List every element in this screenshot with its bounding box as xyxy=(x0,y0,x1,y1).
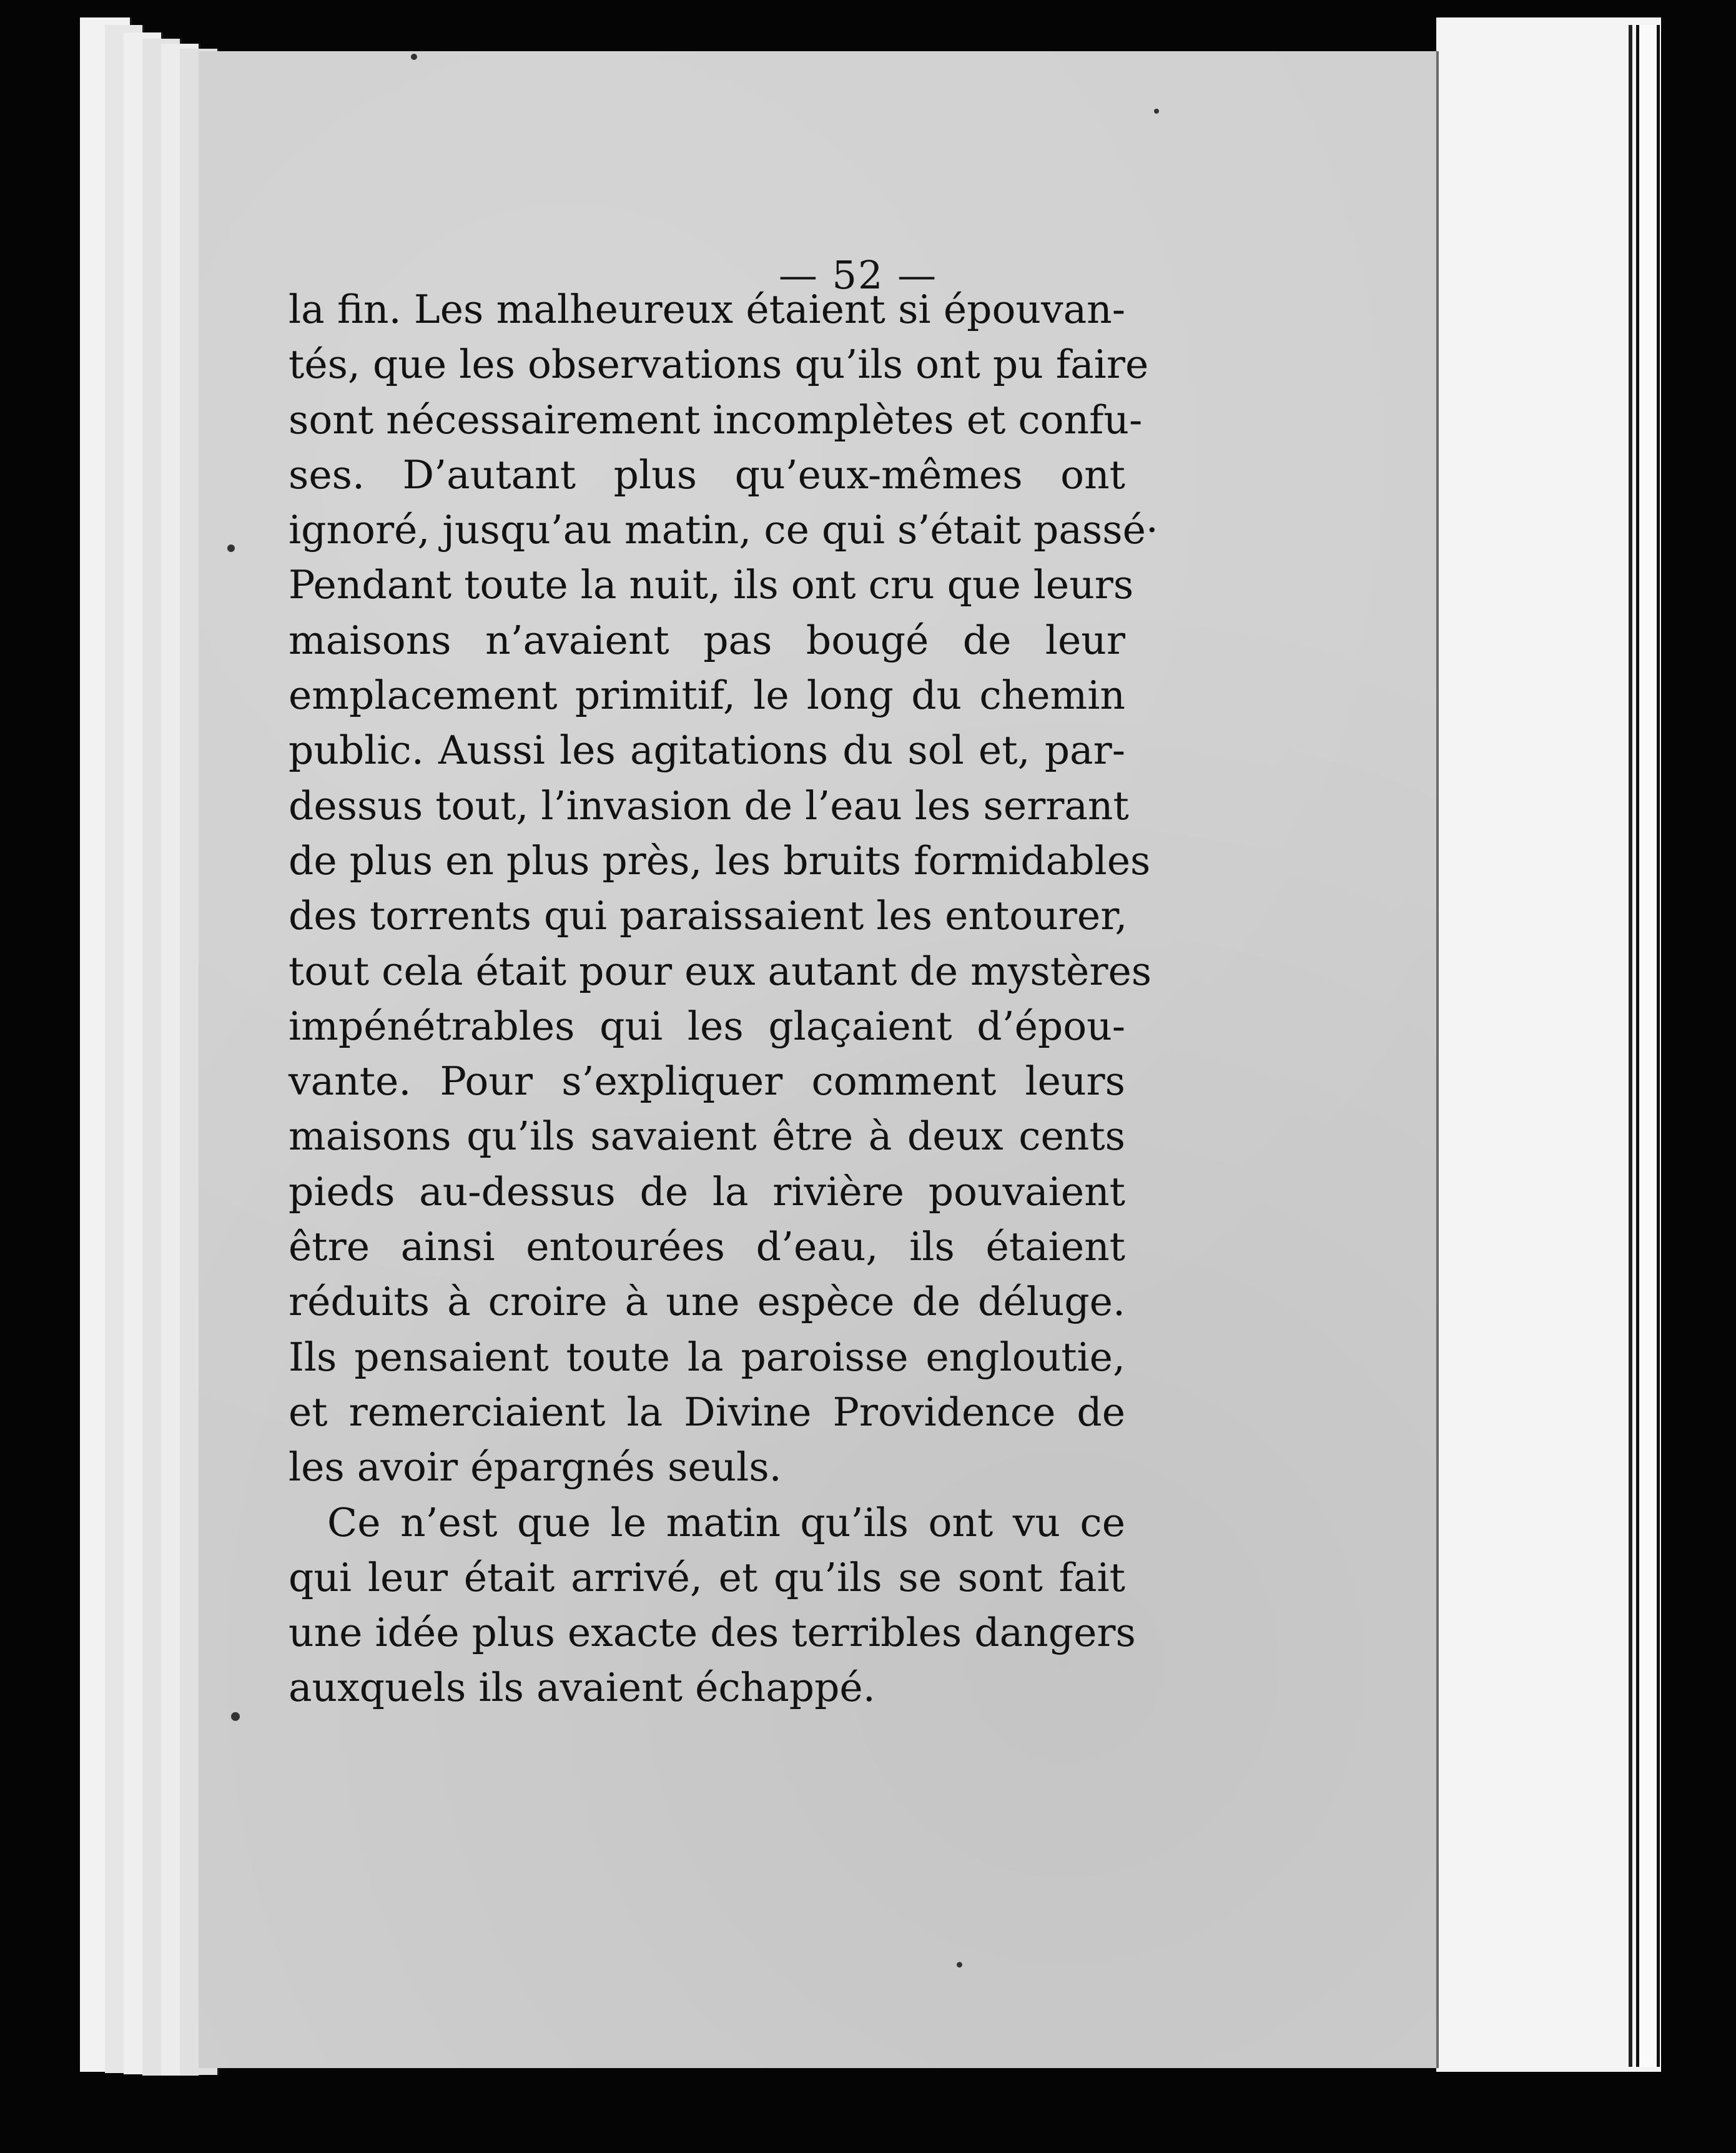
dust-speck xyxy=(411,54,417,60)
paragraph xyxy=(289,1495,1136,1716)
body-text xyxy=(289,282,1158,1716)
text-line: une idée plus exacte des terribles dangers xyxy=(289,1610,1136,1656)
dust-speck xyxy=(1154,109,1159,114)
text-line: Ce n’est que le matin qu’ils ont vu ce xyxy=(327,1499,1125,1545)
text-line: de plus en plus près, les bruits formidables xyxy=(289,837,1151,884)
text-line: des torrents qui paraissaient les entourer, xyxy=(289,893,1128,939)
paragraph xyxy=(289,282,1158,1495)
text-line: sont nécessairement incomplètes et confu- xyxy=(289,397,1143,443)
text-line: impénétrables qui les glaçaient d’épou- xyxy=(289,1003,1125,1049)
text-line: Ils pensaient toute la paroisse engloutie, xyxy=(289,1334,1125,1380)
book-gutter xyxy=(1629,25,1632,2067)
text-line: auxquels ils avaient échappé. xyxy=(289,1665,875,1711)
text-line: Pendant toute la nuit, ils ont cru que leurs xyxy=(289,562,1134,608)
text-line: dessus tout, l’invasion de l’eau les serrant xyxy=(289,782,1129,829)
text-line: qui leur était arrivé, et qu’ils se sont fait xyxy=(289,1554,1125,1600)
dust-speck xyxy=(227,544,235,552)
text-line: maisons n’avaient pas bougé de leur xyxy=(289,617,1125,663)
text-line: pieds au-dessus de la rivière pouvaient xyxy=(289,1168,1125,1214)
page-number: — 52 — xyxy=(778,252,938,298)
facing-page xyxy=(1436,17,1661,2072)
text-line: les avoir épargnés seuls. xyxy=(289,1444,782,1490)
text-line: tout cela était pour eux autant de mystères xyxy=(289,948,1152,994)
text-line: réduits à croire à une espèce de déluge. xyxy=(289,1279,1125,1325)
facing-page-edge xyxy=(1636,25,1660,2067)
text-line: tés, que les observations qu’ils ont pu faire xyxy=(289,342,1149,388)
dust-speck xyxy=(231,1712,240,1721)
text-line: la fin. Les malheureux étaient si épouvan- xyxy=(289,287,1125,332)
text-line: et remerciaient la Divine Providence de xyxy=(289,1389,1125,1435)
text-line: maisons qu’ils savaient être à deux cents xyxy=(289,1113,1125,1160)
dust-speck xyxy=(957,1962,962,1968)
text-line: ses. D’autant plus qu’eux-mêmes ont xyxy=(289,451,1125,498)
text-line: ignoré, jusqu’au matin, ce qui s’était passé· xyxy=(289,507,1158,553)
text-line: emplacement primitif, le long du chemin xyxy=(289,673,1125,719)
text-line: être ainsi entourées d’eau, ils étaient xyxy=(289,1224,1125,1270)
text-line: vante. Pour s’expliquer comment leurs xyxy=(289,1058,1125,1105)
text-line: public. Aussi les agitations du sol et, par- xyxy=(289,727,1125,774)
